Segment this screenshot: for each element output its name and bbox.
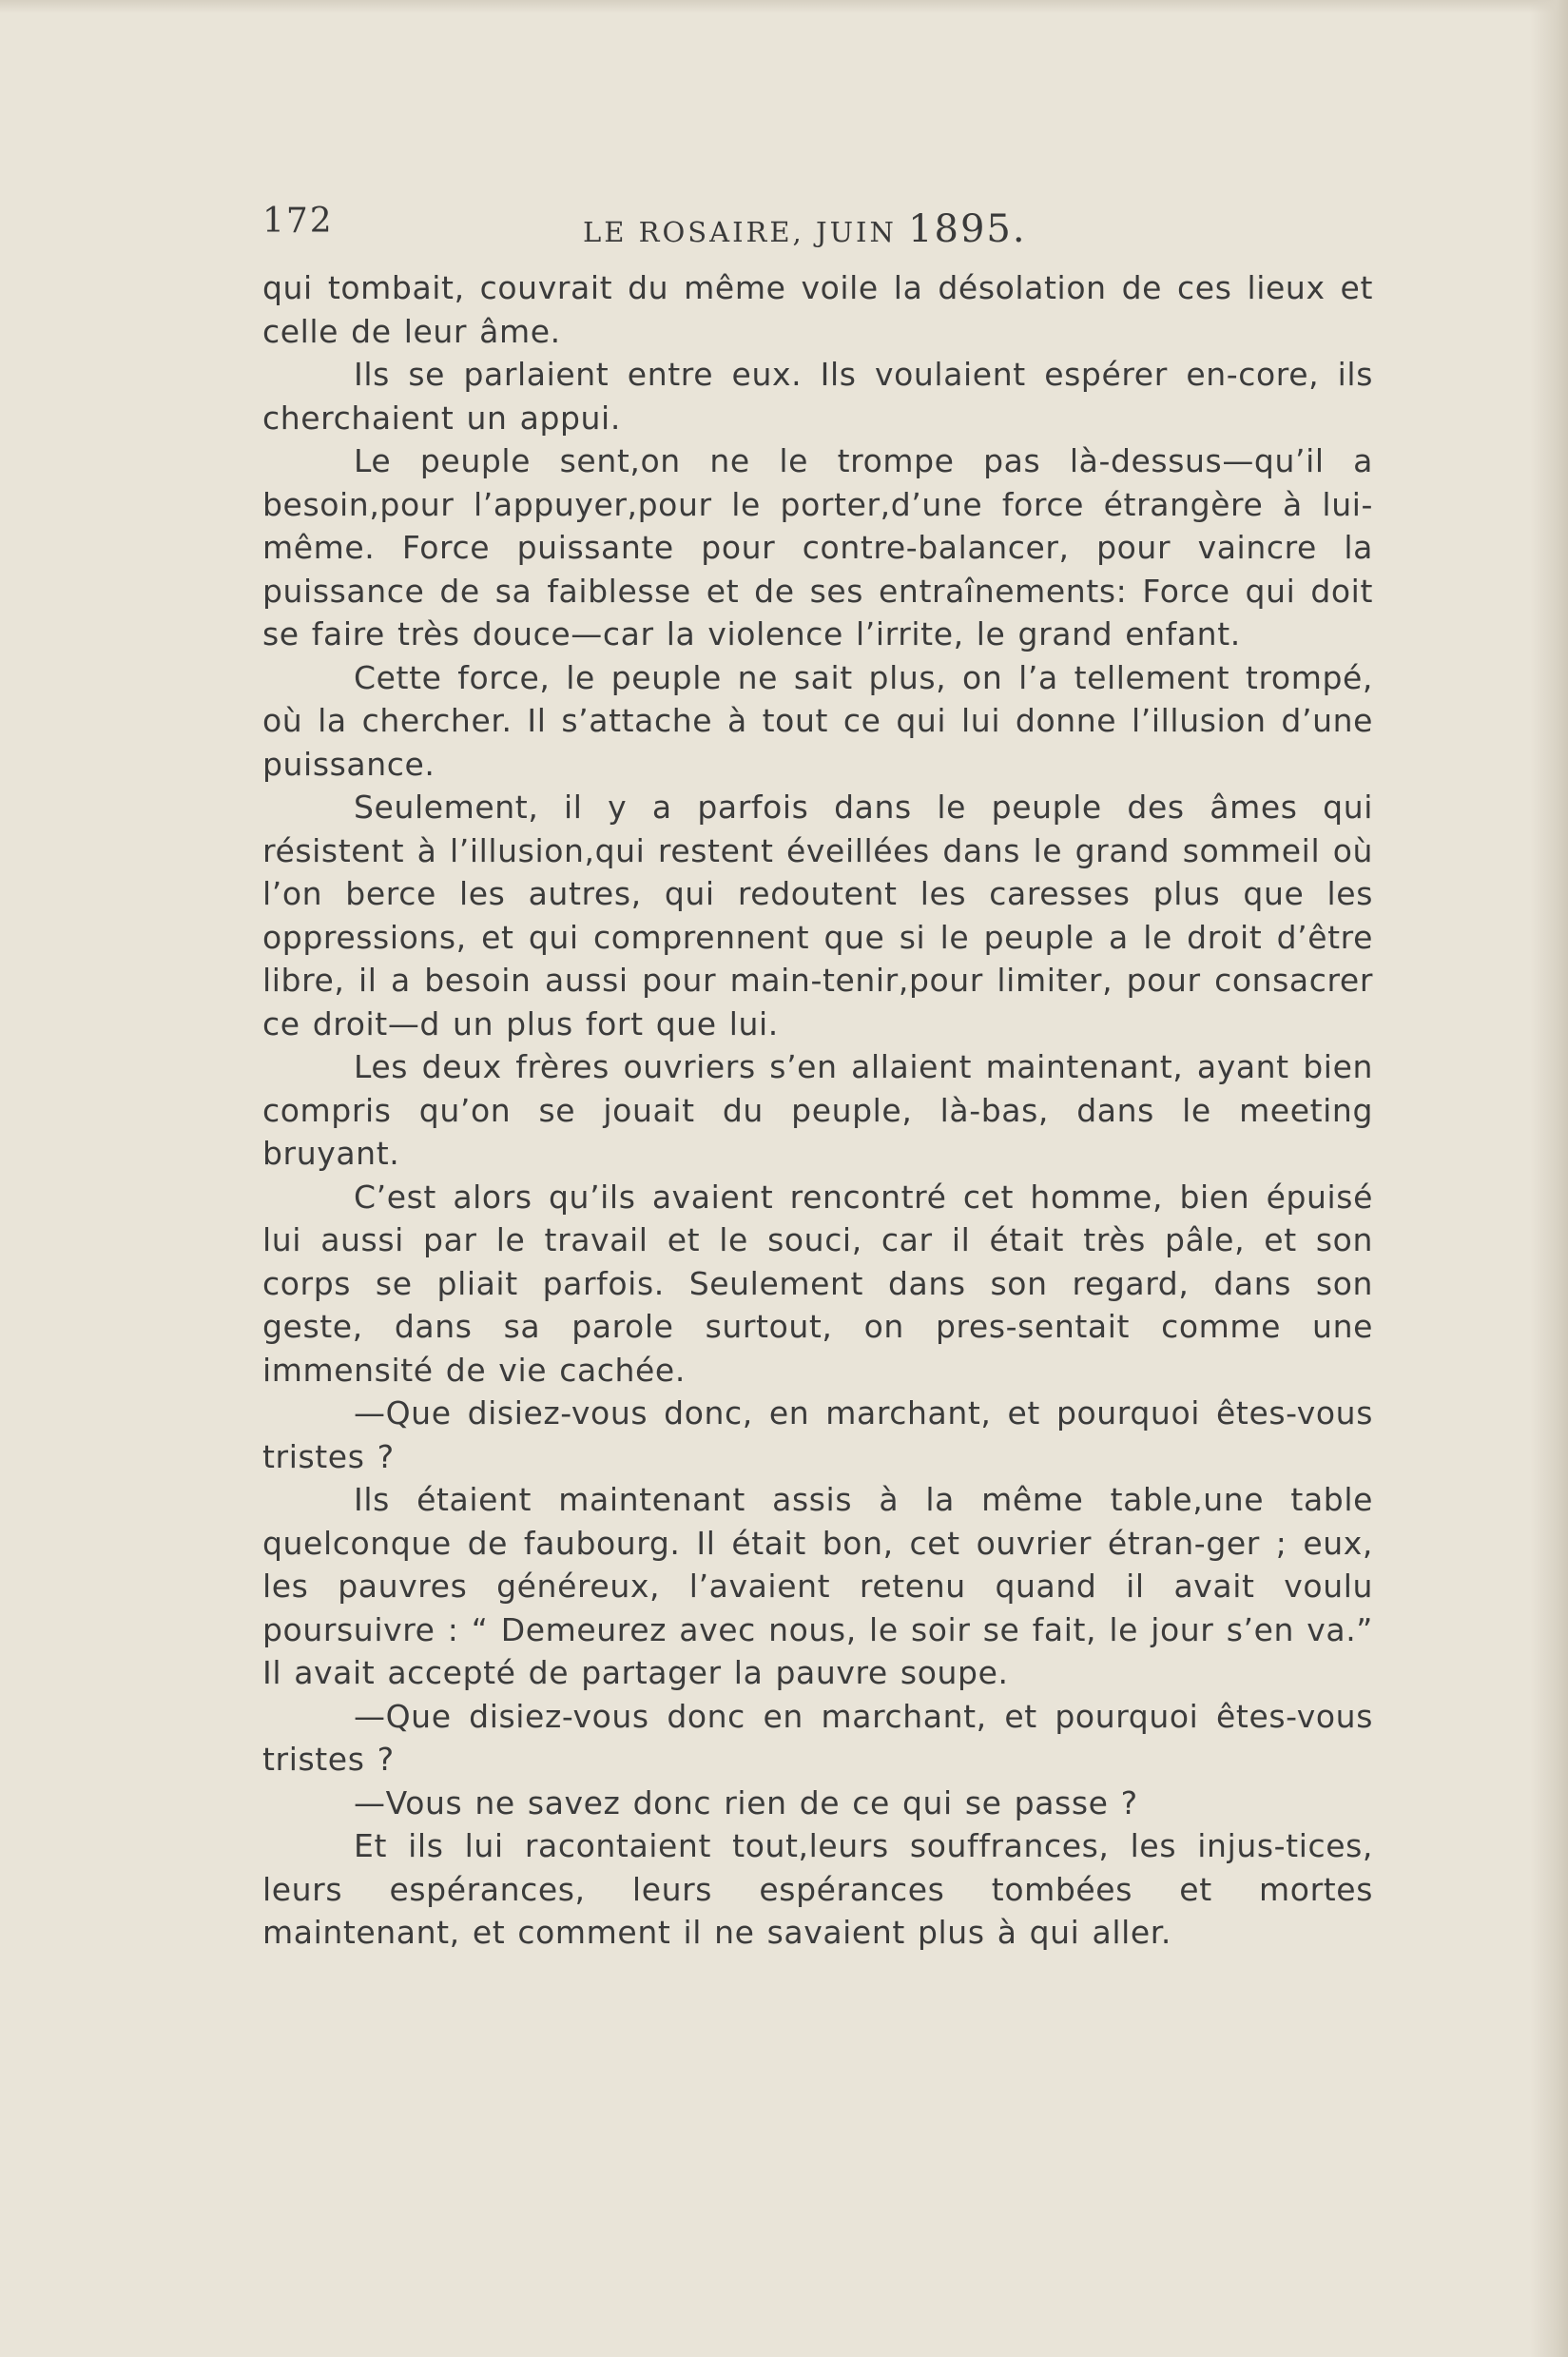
paragraph-12: Et ils lui racontaient tout,leurs souffrances, les injus-tices, leurs espérances, leurs espérances tombées et mortes maintenant, et comment il ne savaient plus à qui aller. — [262, 1827, 1373, 1951]
paragraph-3: Le peuple sent,on ne le trompe pas là-dessus—qu’il a besoin,pour l’appuyer,pour le porter,d’une force étrangère à lui-même. Force puissante pour contre-balancer, pour vaincre la puissance de sa faiblesse et de ses entraînements: Force qui doit se faire très douce—car la violence l’irrite, le grand enfant. — [262, 442, 1373, 653]
paragraph-8: —Que disiez-vous donc, en marchant, et pourquoi êtes-vous tristes ? — [262, 1394, 1373, 1475]
paragraph-11: —Vous ne savez donc rien de ce qui se passe ? — [354, 1783, 1138, 1821]
paragraph-6: Les deux frères ouvriers s’en allaient maintenant, ayant bien compris qu’on se jouait du peuple, là-bas, dans le meeting bruyant. — [262, 1048, 1373, 1172]
page-header — [262, 198, 1373, 251]
page-number: 172 — [262, 202, 334, 241]
paragraph-2: Ils se parlaient entre eux. Ils voulaient espérer en-core, ils cherchaient un appui. — [262, 356, 1373, 437]
paragraph-10: —Que disiez-vous donc en marchant, et pourquoi êtes-vous tristes ? — [262, 1697, 1373, 1778]
paragraph-7: C’est alors qu’ils avaient rencontré cet homme, bien épuisé lui aussi par le travail et le souci, car il était très pâle, et son corps se pliait parfois. Seulement dans son regard, dans son geste, dans sa parole surtout, on pres-sentait comme une immensité de vie cachée. — [262, 1178, 1373, 1389]
running-head-year: 1895. — [908, 207, 1027, 251]
page-top-shadow — [0, 0, 1568, 13]
paragraph-5: Seulement, il y a parfois dans le peuple des âmes qui résistent à l’illusion,qui restent éveillées dans le grand sommeil où l’on berce les autres, qui redoutent les caresses plus que les oppressions, et qui comprennent que si le peuple a le droit d’être libre, il a besoin aussi pour main-tenir,pour limiter, pour consacrer ce droit—d un plus fort que lui. — [262, 789, 1373, 1042]
paragraph-4: Cette force, le peuple ne sait plus, on l’a tellement trompé, où la chercher. Il s’attache à tout ce qui lui donne l’illusion d’une puissance. — [262, 658, 1373, 783]
running-head — [583, 207, 1027, 251]
page-gutter-shadow — [1530, 0, 1568, 2357]
body-text — [262, 266, 1373, 1955]
paragraph-9: Ils étaient maintenant assis à la même table,une table quelconque de faubourg. Il était bon, cet ouvrier étran-ger ; eux, les pauvres généreux, l’avaient retenu quand il avait voulu poursuivre : “ Demeurez avec nous, le soir se fait, le jour s’en va.” Il avait accepté de partager la pauvre soupe. — [262, 1481, 1373, 1691]
running-head-title: LE ROSAIRE, JUIN — [583, 216, 909, 248]
paragraph-1: qui tombait, couvrait du même voile la désolation de ces lieux et celle de leur âme. — [262, 269, 1373, 350]
